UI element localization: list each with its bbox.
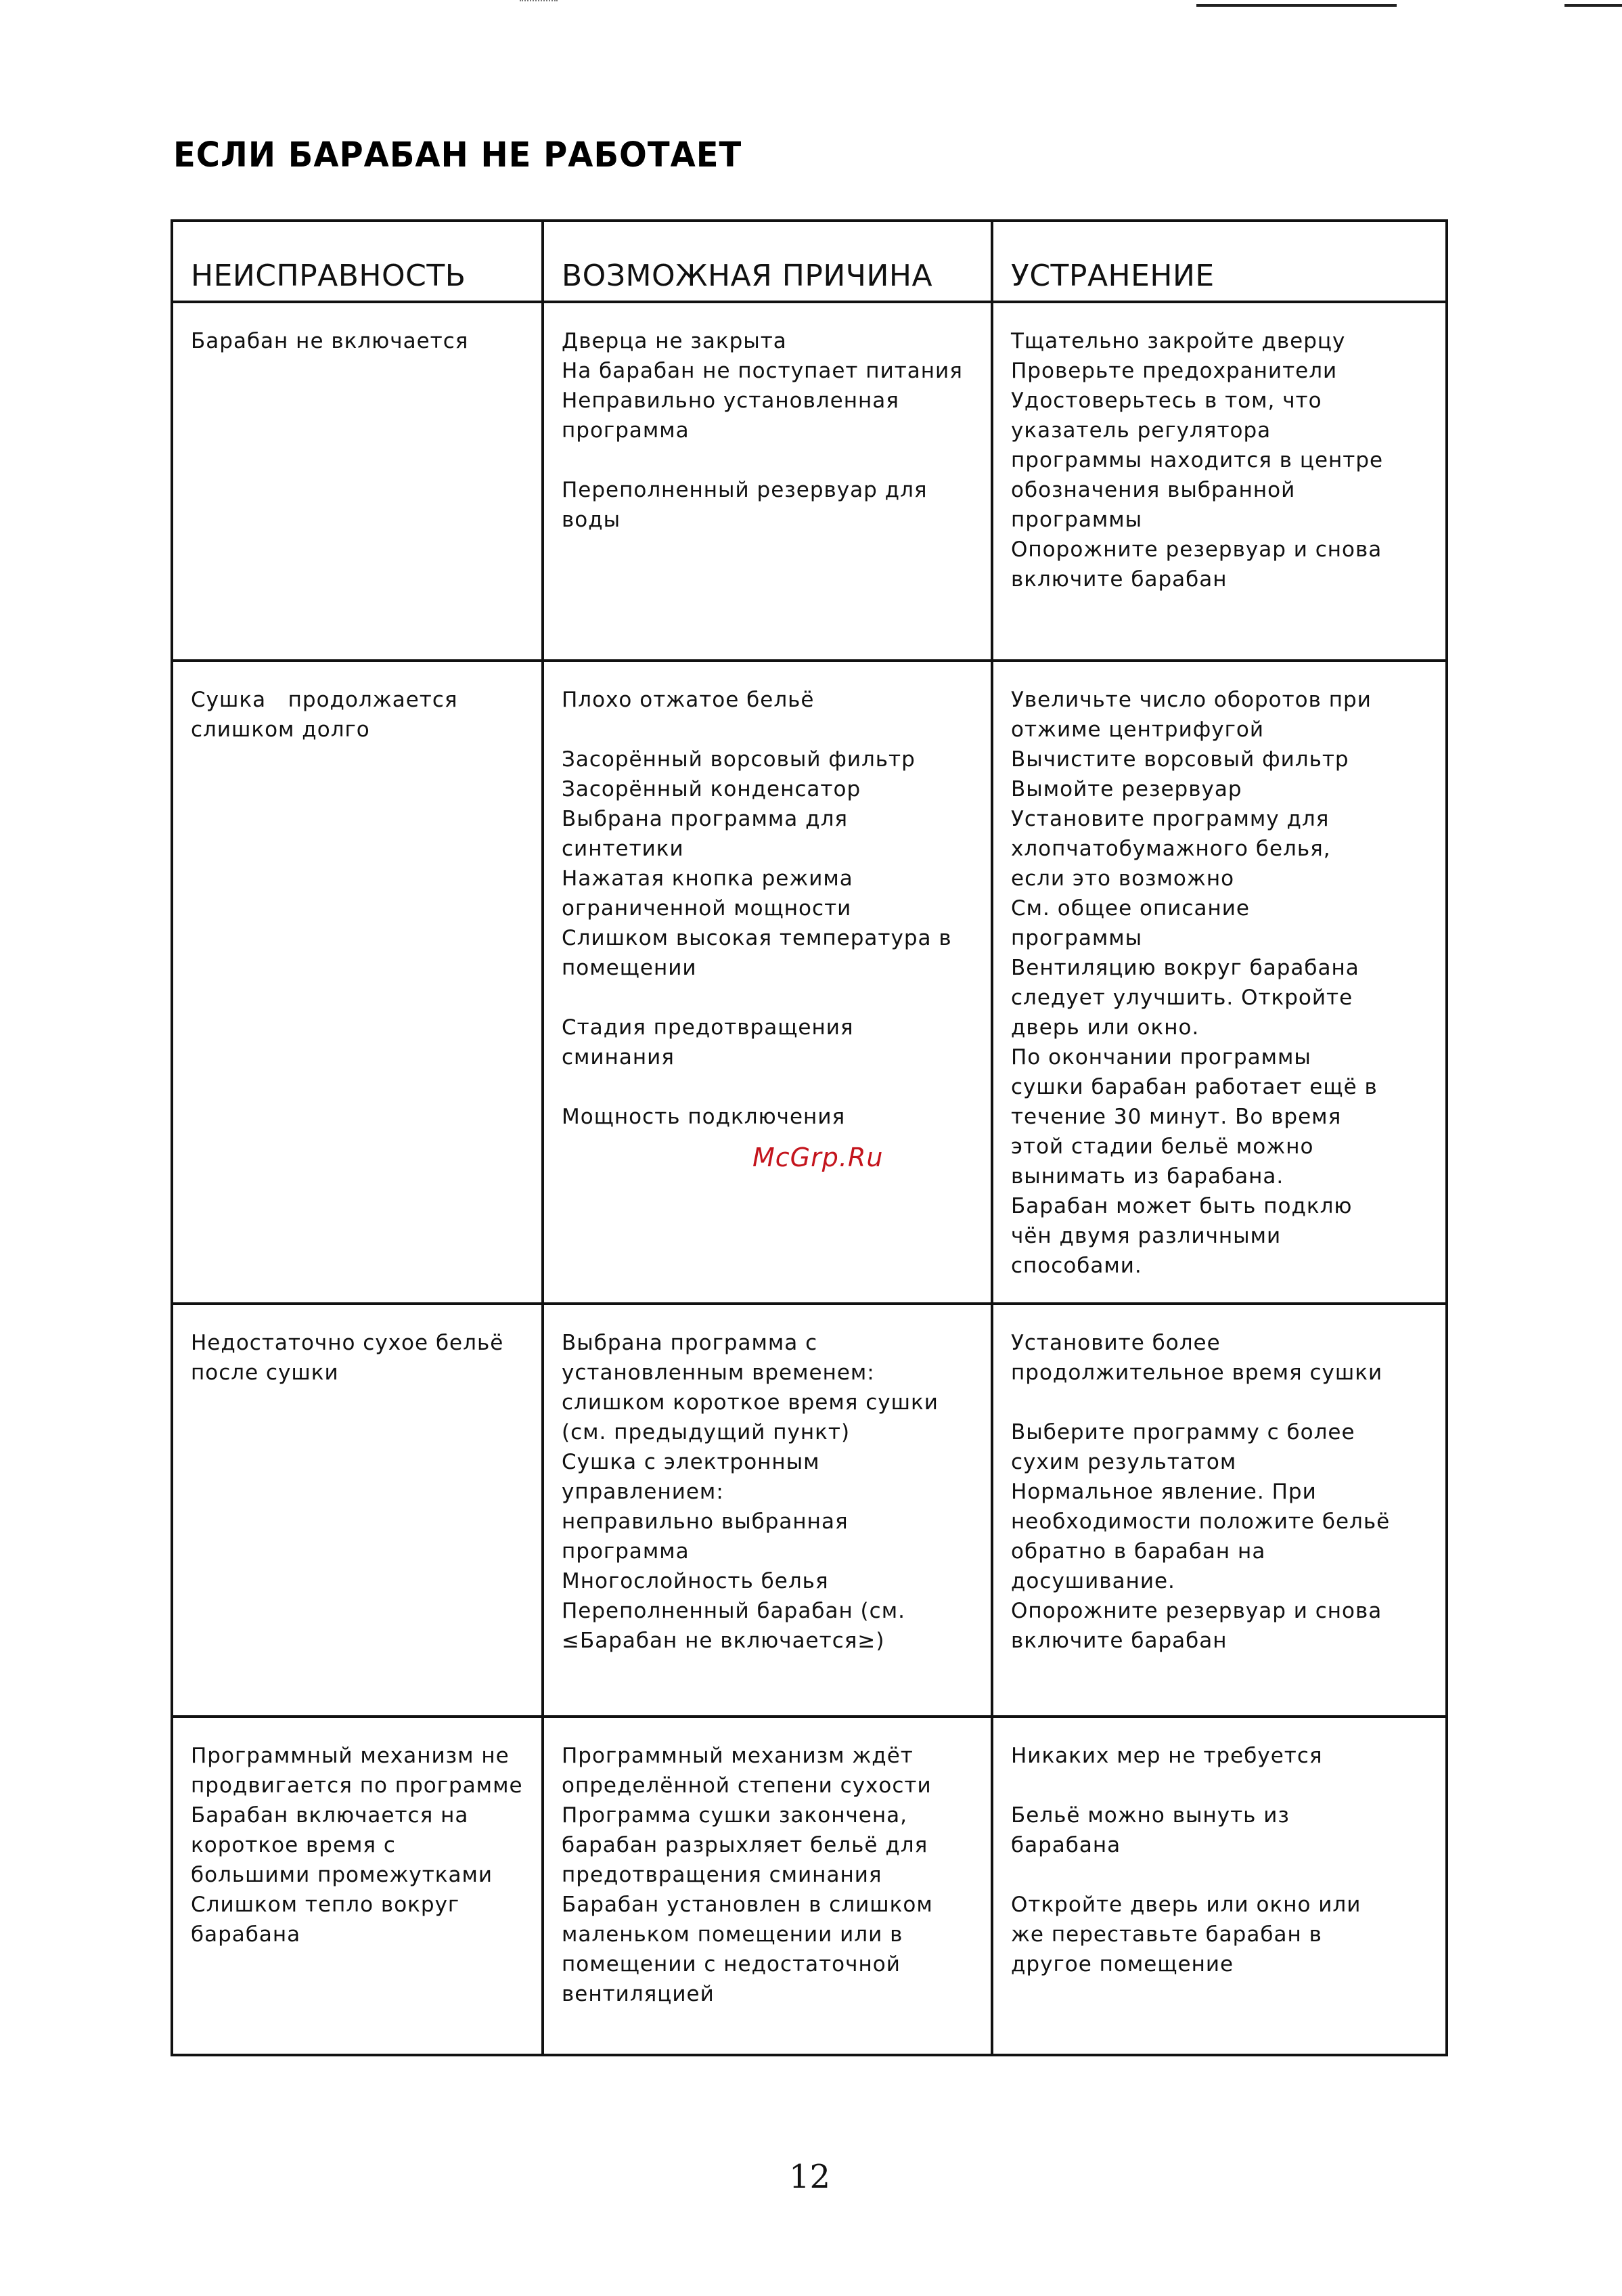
cell-line: Засорённый конденсатор — [562, 777, 861, 801]
cell-line: чён двумя различными — [1011, 1224, 1282, 1248]
cell-line: помещении — [562, 956, 697, 980]
cell-line: вентиляцией — [562, 1982, 715, 2006]
cell-line: (см. предыдущий пункт) — [562, 1420, 851, 1444]
cell-line: барабана — [1011, 1833, 1121, 1857]
fault-cell — [172, 1304, 543, 1717]
line-gap — [1011, 1771, 1428, 1801]
cell-line: помещении с недостаточной — [562, 1952, 901, 1977]
cell-line: определённой степени сухости — [562, 1773, 932, 1798]
cell-line: этой стадии бельё можно — [1011, 1134, 1314, 1159]
cell-line: Бельё можно вынуть из — [1011, 1803, 1290, 1828]
scan-mark — [520, 0, 558, 1]
fault-cell — [172, 302, 543, 661]
cell-line: программа — [562, 418, 690, 443]
cell-line: программа — [562, 1539, 690, 1564]
line-gap — [1011, 1388, 1428, 1417]
cell-line: Стадия предотвращения — [562, 1015, 854, 1040]
watermark[interactable]: McGrp.Ru — [752, 1143, 884, 1172]
cell-line: ≤Барабан не включается≥) — [562, 1629, 885, 1653]
cell-line: сушки барабан работает ещё в — [1011, 1075, 1378, 1099]
cell-line: Программный механизм не — [191, 1744, 510, 1768]
cell-line: Выбрана программа для — [562, 807, 849, 831]
cell-line: Барабан установлен в слишком — [562, 1893, 933, 1917]
cell-line: Мощность подключения — [562, 1105, 846, 1129]
cell-line: Плохо отжатое бельё — [562, 688, 815, 712]
cell-line: Слишком тепло вокруг — [191, 1893, 460, 1917]
cell-line: Никаких мер не требуется — [1011, 1744, 1323, 1768]
cell-line: На барабан не поступает питания — [562, 359, 963, 383]
cell-line: короткое время с — [191, 1833, 396, 1857]
cell-line: хлопчатобумажного белья, — [1011, 837, 1331, 861]
line-gap — [562, 1072, 973, 1102]
line-gap — [562, 983, 973, 1013]
cause-cell — [543, 1717, 992, 2055]
fix-cell — [992, 1304, 1447, 1717]
section-heading: ЕСЛИ БАРАБАН НЕ РАБОТАЕТ — [173, 135, 742, 175]
header-fault: НЕИСПРАВНОСТЬ — [172, 221, 543, 302]
table-row — [172, 302, 1447, 661]
fault-cell — [172, 1717, 543, 2055]
cell-line: же переставьте барабан в — [1011, 1922, 1322, 1947]
cell-line: слишком короткое время сушки — [562, 1390, 939, 1415]
cell-line: Переполненный барабан (см. — [562, 1599, 905, 1623]
cell-line: Неправильно установленная — [562, 389, 899, 413]
top-rule-right — [1564, 4, 1622, 7]
cell-line: Сушка с электронным — [562, 1450, 820, 1474]
cell-line: предотвращения сминания — [562, 1863, 882, 1887]
cell-line: Проверьте предохранители — [1011, 359, 1338, 383]
cell-line: Барабан включается на — [191, 1803, 469, 1828]
cell-line: Выбрана программа с — [562, 1331, 818, 1355]
cell-line: Вычистите ворсовый фильтр — [1011, 747, 1349, 772]
line-gap — [562, 445, 973, 475]
top-rule — [1196, 4, 1397, 7]
line-gap — [1011, 1860, 1428, 1890]
cell-line: Программа сушки закончена, — [562, 1803, 907, 1828]
cell-line: маленьком помещении или в — [562, 1922, 903, 1947]
table-body — [172, 302, 1447, 2055]
header-cause: ВОЗМОЖНАЯ ПРИЧИНА — [543, 221, 992, 302]
cell-line: Опорожните резервуар и снова — [1011, 1599, 1382, 1623]
cell-line: управлением: — [562, 1480, 724, 1504]
cause-cell — [543, 661, 992, 1304]
cell-line: необходимости положите бельё — [1011, 1509, 1391, 1534]
cell-line: Переполненный резервуар для — [562, 478, 928, 502]
cell-line: указатель регулятора — [1011, 418, 1271, 443]
cell-line: если это возможно — [1011, 866, 1235, 891]
table-row — [172, 1304, 1447, 1717]
cell-line: другое помещение — [1011, 1952, 1234, 1977]
cell-line: Тщательно закройте дверцу — [1011, 329, 1346, 353]
cause-cell — [543, 302, 992, 661]
cell-line: Удостоверьтесь в том, что — [1011, 389, 1322, 413]
cause-cell — [543, 1304, 992, 1717]
cell-line: Дверца не закрыта — [562, 329, 787, 353]
cell-line: обратно в барабан на — [1011, 1539, 1266, 1564]
cell-line: продолжительное время сушки — [1011, 1361, 1383, 1385]
troubleshooting-table — [171, 219, 1448, 2056]
cell-line: отжиме центрифугой — [1011, 718, 1264, 742]
cell-line: слишком долго — [191, 718, 370, 742]
cell-line: Слишком высокая температура в — [562, 926, 952, 950]
cell-line: установленным временем: — [562, 1361, 875, 1385]
cell-line: барабан разрыхляет бельё для — [562, 1833, 928, 1857]
cell-line: сминания — [562, 1045, 675, 1069]
line-gap — [562, 715, 973, 745]
cell-line: Опорожните резервуар и снова — [1011, 537, 1382, 562]
cell-line: Установите программу для — [1011, 807, 1330, 831]
cell-line: Вентиляцию вокруг барабана — [1011, 956, 1359, 980]
fix-cell — [992, 1717, 1447, 2055]
cell-line: Сушка продолжается — [191, 688, 458, 712]
cell-line: дверь или окно. — [1011, 1015, 1200, 1040]
cell-line: вынимать из барабана. — [1011, 1164, 1284, 1189]
fault-cell — [172, 661, 543, 1304]
table-row — [172, 661, 1447, 1304]
cell-line: синтетики — [562, 837, 684, 861]
table-row — [172, 1717, 1447, 2055]
cell-line: неправильно выбранная — [562, 1509, 849, 1534]
cell-line: Барабан не включается — [191, 329, 469, 353]
cell-line: Вымойте резервуар — [1011, 777, 1242, 801]
page-number: 12 — [789, 2158, 831, 2196]
cell-line: Засорённый ворсовый фильтр — [562, 747, 916, 772]
cell-line: Откройте дверь или окно или — [1011, 1893, 1361, 1917]
cell-line: Многослойность белья — [562, 1569, 829, 1593]
cell-line: По окончании программы — [1011, 1045, 1311, 1069]
table-header-row — [172, 221, 1447, 302]
cell-line: большими промежутками — [191, 1863, 493, 1887]
cell-line: Барабан может быть подклю — [1011, 1194, 1353, 1218]
cell-line: течение 30 минут. Во время — [1011, 1105, 1342, 1129]
cell-line: включите барабан — [1011, 567, 1227, 592]
cell-line: программы — [1011, 508, 1143, 532]
cell-line: после сушки — [191, 1361, 339, 1385]
fix-cell — [992, 661, 1447, 1304]
cell-line: продвигается по программе — [191, 1773, 523, 1798]
cell-line: Программный механизм ждёт — [562, 1744, 914, 1768]
cell-line: программы находится в центре — [1011, 448, 1384, 472]
cell-line: программы — [1011, 926, 1143, 950]
cell-line: включите барабан — [1011, 1629, 1227, 1653]
cell-line: Нажатая кнопка режима — [562, 866, 853, 891]
cell-line: Нормальное явление. При — [1011, 1480, 1317, 1504]
cell-line: Увеличьте число оборотов при — [1011, 688, 1372, 712]
cell-line: способами. — [1011, 1254, 1142, 1278]
cell-line: барабана — [191, 1922, 301, 1947]
cell-line: следует улучшить. Откройте — [1011, 986, 1353, 1010]
cell-line: досушивание. — [1011, 1569, 1175, 1593]
cell-line: Недостаточно сухое бельё — [191, 1331, 504, 1355]
cell-line: воды — [562, 508, 621, 532]
cell-line: См. общее описание — [1011, 896, 1250, 921]
cell-line: Установите более — [1011, 1331, 1221, 1355]
fix-cell — [992, 302, 1447, 661]
cell-line: ограниченной мощности — [562, 896, 852, 921]
cell-line: Выберите программу с более — [1011, 1420, 1355, 1444]
header-fix: УСТРАНЕНИЕ — [992, 221, 1447, 302]
cell-line: обозначения выбранной — [1011, 478, 1296, 502]
cell-line: сухим результатом — [1011, 1450, 1237, 1474]
